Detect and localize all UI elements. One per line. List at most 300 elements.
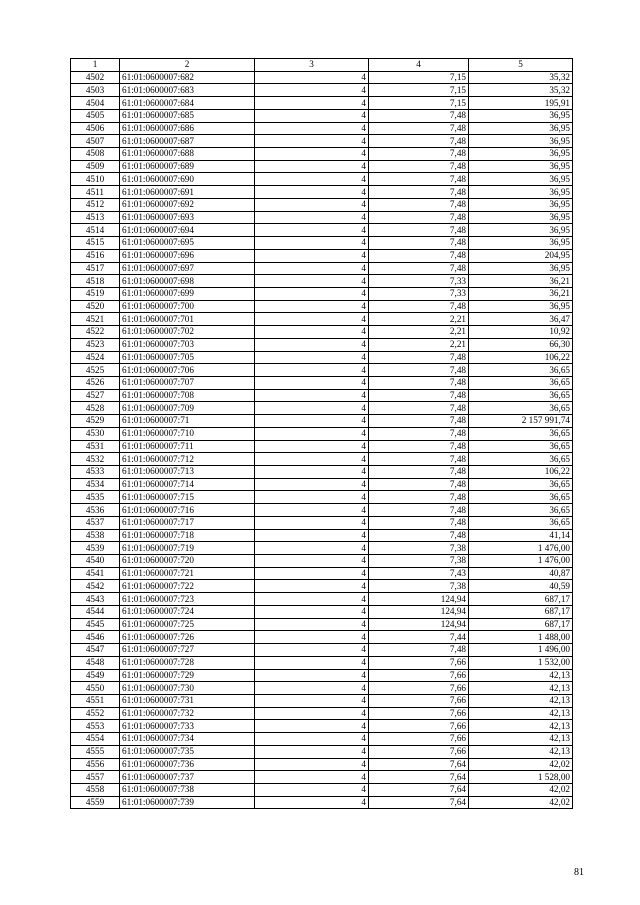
row-number-cell: 4531 (71, 440, 120, 453)
table-row (71, 745, 573, 758)
col-5-value-cell: 36,95 (469, 122, 573, 135)
cadastral-number-cell: 61:01:0600007:682 (120, 71, 255, 84)
col-5-value-cell: 36,95 (469, 135, 573, 148)
col-4-value-cell: 7,48 (369, 427, 469, 440)
table-row (71, 237, 573, 250)
row-number-cell: 4528 (71, 402, 120, 415)
col-5-value-cell: 42,13 (469, 682, 573, 695)
table-row (71, 326, 573, 339)
col-4-value-cell: 7,48 (369, 122, 469, 135)
col-3-value-cell: 4 (255, 338, 369, 351)
col-4-value-cell: 2,21 (369, 338, 469, 351)
table-row (71, 580, 573, 593)
cadastral-number-cell: 61:01:0600007:731 (120, 694, 255, 707)
col-4-value-cell: 7,48 (369, 529, 469, 542)
col-4-value-cell: 7,44 (369, 631, 469, 644)
col-4-value-cell: 7,48 (369, 135, 469, 148)
table-row (71, 758, 573, 771)
cadastral-number-cell: 61:01:0600007:736 (120, 758, 255, 771)
table-row (71, 109, 573, 122)
table-row (71, 249, 573, 262)
col-5-value-cell: 42,13 (469, 733, 573, 746)
col-5-value-cell: 2 157 991,74 (469, 415, 573, 428)
row-number-cell: 4544 (71, 605, 120, 618)
col-5-value-cell: 1 476,00 (469, 542, 573, 555)
col-4-value-cell: 7,64 (369, 796, 469, 809)
col-5-value-cell: 36,21 (469, 275, 573, 288)
cadastral-number-cell: 61:01:0600007:692 (120, 198, 255, 211)
col-5-value-cell: 42,02 (469, 758, 573, 771)
table-row (71, 720, 573, 733)
col-5-value-cell: 36,65 (469, 516, 573, 529)
col-3-value-cell: 4 (255, 109, 369, 122)
table-row (71, 682, 573, 695)
row-number-cell: 4510 (71, 173, 120, 186)
column-header-5: 5 (469, 59, 573, 72)
cadastral-number-cell: 61:01:0600007:726 (120, 631, 255, 644)
cadastral-number-cell: 61:01:0600007:698 (120, 275, 255, 288)
table-row (71, 224, 573, 237)
cadastral-number-cell: 61:01:0600007:686 (120, 122, 255, 135)
table-row (71, 287, 573, 300)
col-4-value-cell: 7,64 (369, 771, 469, 784)
col-5-value-cell: 36,95 (469, 224, 573, 237)
col-4-value-cell: 7,48 (369, 186, 469, 199)
col-3-value-cell: 4 (255, 287, 369, 300)
cadastral-number-cell: 61:01:0600007:725 (120, 618, 255, 631)
col-4-value-cell: 7,48 (369, 516, 469, 529)
cadastral-number-cell: 61:01:0600007:699 (120, 287, 255, 300)
col-3-value-cell: 4 (255, 211, 369, 224)
row-number-cell: 4559 (71, 796, 120, 809)
col-5-value-cell: 36,95 (469, 109, 573, 122)
col-5-value-cell: 36,95 (469, 262, 573, 275)
col-5-value-cell: 36,95 (469, 148, 573, 161)
row-number-cell: 4537 (71, 516, 120, 529)
table-row (71, 173, 573, 186)
col-4-value-cell: 7,48 (369, 237, 469, 250)
row-number-cell: 4556 (71, 758, 120, 771)
table-row (71, 427, 573, 440)
col-4-value-cell: 7,48 (369, 262, 469, 275)
col-5-value-cell: 687,17 (469, 593, 573, 606)
row-number-cell: 4526 (71, 376, 120, 389)
col-3-value-cell: 4 (255, 771, 369, 784)
col-4-value-cell: 7,66 (369, 707, 469, 720)
col-4-value-cell: 7,64 (369, 758, 469, 771)
col-5-value-cell: 10,92 (469, 326, 573, 339)
col-5-value-cell: 106,22 (469, 466, 573, 479)
cadastral-number-cell: 61:01:0600007:724 (120, 605, 255, 618)
table-row (71, 402, 573, 415)
row-number-cell: 4542 (71, 580, 120, 593)
row-number-cell: 4547 (71, 644, 120, 657)
col-5-value-cell: 36,65 (469, 440, 573, 453)
col-3-value-cell: 4 (255, 198, 369, 211)
table-row (71, 453, 573, 466)
cadastral-number-cell: 61:01:0600007:723 (120, 593, 255, 606)
cadastral-number-cell: 61:01:0600007:734 (120, 733, 255, 746)
row-number-cell: 4541 (71, 567, 120, 580)
cadastral-number-cell: 61:01:0600007:710 (120, 427, 255, 440)
table-row (71, 84, 573, 97)
row-number-cell: 4553 (71, 720, 120, 733)
col-4-value-cell: 7,43 (369, 567, 469, 580)
col-5-value-cell: 42,02 (469, 783, 573, 796)
col-5-value-cell: 36,47 (469, 313, 573, 326)
table-row (71, 313, 573, 326)
col-3-value-cell: 4 (255, 516, 369, 529)
table-row (71, 135, 573, 148)
col-5-value-cell: 36,65 (469, 402, 573, 415)
table-row (71, 440, 573, 453)
col-5-value-cell: 36,65 (469, 491, 573, 504)
col-3-value-cell: 4 (255, 364, 369, 377)
col-3-value-cell: 4 (255, 720, 369, 733)
row-number-cell: 4508 (71, 148, 120, 161)
col-4-value-cell: 7,48 (369, 211, 469, 224)
cadastral-number-cell: 61:01:0600007:716 (120, 504, 255, 517)
col-3-value-cell: 4 (255, 567, 369, 580)
col-4-value-cell: 7,48 (369, 249, 469, 262)
col-4-value-cell: 7,38 (369, 580, 469, 593)
col-4-value-cell: 7,66 (369, 745, 469, 758)
row-number-cell: 4524 (71, 351, 120, 364)
cadastral-number-cell: 61:01:0600007:721 (120, 567, 255, 580)
table-row (71, 529, 573, 542)
row-number-cell: 4519 (71, 287, 120, 300)
col-3-value-cell: 4 (255, 783, 369, 796)
table-row (71, 771, 573, 784)
col-4-value-cell: 7,48 (369, 491, 469, 504)
row-number-cell: 4530 (71, 427, 120, 440)
col-5-value-cell: 36,95 (469, 160, 573, 173)
cadastral-number-cell: 61:01:0600007:711 (120, 440, 255, 453)
col-5-value-cell: 106,22 (469, 351, 573, 364)
col-5-value-cell: 36,65 (469, 389, 573, 402)
row-number-cell: 4549 (71, 669, 120, 682)
col-5-value-cell: 1 488,00 (469, 631, 573, 644)
cadastral-number-cell: 61:01:0600007:718 (120, 529, 255, 542)
table-row (71, 707, 573, 720)
table-row (71, 71, 573, 84)
col-5-value-cell: 687,17 (469, 618, 573, 631)
col-3-value-cell: 4 (255, 237, 369, 250)
row-number-cell: 4502 (71, 71, 120, 84)
col-3-value-cell: 4 (255, 644, 369, 657)
cadastral-number-cell: 61:01:0600007:702 (120, 326, 255, 339)
col-5-value-cell: 40,59 (469, 580, 573, 593)
col-5-value-cell: 1 476,00 (469, 555, 573, 568)
row-number-cell: 4512 (71, 198, 120, 211)
col-3-value-cell: 4 (255, 491, 369, 504)
row-number-cell: 4538 (71, 529, 120, 542)
col-4-value-cell: 7,33 (369, 287, 469, 300)
column-header-1: 1 (71, 59, 120, 72)
col-5-value-cell: 1 532,00 (469, 656, 573, 669)
table-row (71, 351, 573, 364)
col-4-value-cell: 2,21 (369, 326, 469, 339)
col-5-value-cell: 195,91 (469, 97, 573, 110)
table-row (71, 478, 573, 491)
col-3-value-cell: 4 (255, 758, 369, 771)
table-row (71, 605, 573, 618)
col-4-value-cell: 7,66 (369, 669, 469, 682)
col-3-value-cell: 4 (255, 326, 369, 339)
cadastral-number-cell: 61:01:0600007:719 (120, 542, 255, 555)
col-4-value-cell: 7,48 (369, 351, 469, 364)
col-4-value-cell: 7,66 (369, 720, 469, 733)
col-5-value-cell: 1 528,00 (469, 771, 573, 784)
col-3-value-cell: 4 (255, 71, 369, 84)
row-number-cell: 4527 (71, 389, 120, 402)
col-3-value-cell: 4 (255, 148, 369, 161)
col-4-value-cell: 7,48 (369, 364, 469, 377)
cadastral-number-cell: 61:01:0600007:738 (120, 783, 255, 796)
col-3-value-cell: 4 (255, 542, 369, 555)
col-3-value-cell: 4 (255, 186, 369, 199)
row-number-cell: 4503 (71, 84, 120, 97)
col-5-value-cell: 42,02 (469, 796, 573, 809)
table-row (71, 122, 573, 135)
col-5-value-cell: 1 496,00 (469, 644, 573, 657)
row-number-cell: 4506 (71, 122, 120, 135)
cadastral-number-cell: 61:01:0600007:709 (120, 402, 255, 415)
cadastral-number-cell: 61:01:0600007:690 (120, 173, 255, 186)
col-3-value-cell: 4 (255, 733, 369, 746)
row-number-cell: 4552 (71, 707, 120, 720)
table-row (71, 211, 573, 224)
col-3-value-cell: 4 (255, 745, 369, 758)
col-4-value-cell: 7,38 (369, 555, 469, 568)
cadastral-number-cell: 61:01:0600007:707 (120, 376, 255, 389)
row-number-cell: 4539 (71, 542, 120, 555)
table-row (71, 618, 573, 631)
column-header-2: 2 (120, 59, 255, 72)
cadastral-number-cell: 61:01:0600007:717 (120, 516, 255, 529)
col-4-value-cell: 7,48 (369, 300, 469, 313)
col-3-value-cell: 4 (255, 605, 369, 618)
col-5-value-cell: 36,65 (469, 453, 573, 466)
cadastral-number-cell: 61:01:0600007:722 (120, 580, 255, 593)
col-4-value-cell: 7,48 (369, 415, 469, 428)
col-3-value-cell: 4 (255, 618, 369, 631)
row-number-cell: 4507 (71, 135, 120, 148)
row-number-cell: 4529 (71, 415, 120, 428)
table-row (71, 783, 573, 796)
col-3-value-cell: 4 (255, 389, 369, 402)
col-4-value-cell: 7,66 (369, 694, 469, 707)
col-3-value-cell: 4 (255, 262, 369, 275)
table-row (71, 733, 573, 746)
col-4-value-cell: 7,38 (369, 542, 469, 555)
row-number-cell: 4546 (71, 631, 120, 644)
cadastral-number-cell: 61:01:0600007:730 (120, 682, 255, 695)
col-4-value-cell: 7,48 (369, 376, 469, 389)
header-row (71, 59, 573, 72)
column-header-4: 4 (369, 59, 469, 72)
cadastral-number-cell: 61:01:0600007:693 (120, 211, 255, 224)
cadastral-number-cell: 61:01:0600007:687 (120, 135, 255, 148)
row-number-cell: 4521 (71, 313, 120, 326)
cadastral-number-cell: 61:01:0600007:685 (120, 109, 255, 122)
col-3-value-cell: 4 (255, 122, 369, 135)
col-5-value-cell: 35,32 (469, 71, 573, 84)
col-3-value-cell: 4 (255, 84, 369, 97)
col-4-value-cell: 2,21 (369, 313, 469, 326)
col-3-value-cell: 4 (255, 669, 369, 682)
row-number-cell: 4550 (71, 682, 120, 695)
cadastral-number-cell: 61:01:0600007:689 (120, 160, 255, 173)
col-5-value-cell: 36,95 (469, 198, 573, 211)
row-number-cell: 4509 (71, 160, 120, 173)
col-5-value-cell: 36,95 (469, 211, 573, 224)
col-4-value-cell: 7,48 (369, 389, 469, 402)
page-number: 81 (574, 867, 584, 878)
col-5-value-cell: 36,95 (469, 173, 573, 186)
cadastral-number-cell: 61:01:0600007:708 (120, 389, 255, 402)
col-3-value-cell: 4 (255, 707, 369, 720)
col-3-value-cell: 4 (255, 504, 369, 517)
col-3-value-cell: 4 (255, 160, 369, 173)
table-row (71, 504, 573, 517)
col-5-value-cell: 42,13 (469, 707, 573, 720)
col-3-value-cell: 4 (255, 631, 369, 644)
row-number-cell: 4534 (71, 478, 120, 491)
col-3-value-cell: 4 (255, 97, 369, 110)
cadastral-number-cell: 61:01:0600007:728 (120, 656, 255, 669)
col-4-value-cell: 7,48 (369, 453, 469, 466)
row-number-cell: 4535 (71, 491, 120, 504)
table-row (71, 593, 573, 606)
col-4-value-cell: 7,48 (369, 440, 469, 453)
col-3-value-cell: 4 (255, 580, 369, 593)
col-3-value-cell: 4 (255, 402, 369, 415)
col-3-value-cell: 4 (255, 313, 369, 326)
cadastral-number-cell: 61:01:0600007:697 (120, 262, 255, 275)
col-3-value-cell: 4 (255, 453, 369, 466)
row-number-cell: 4548 (71, 656, 120, 669)
cadastral-number-cell: 61:01:0600007:701 (120, 313, 255, 326)
cadastral-number-cell: 61:01:0600007:715 (120, 491, 255, 504)
col-4-value-cell: 7,48 (369, 402, 469, 415)
col-5-value-cell: 42,13 (469, 694, 573, 707)
row-number-cell: 4533 (71, 466, 120, 479)
col-3-value-cell: 4 (255, 275, 369, 288)
row-number-cell: 4517 (71, 262, 120, 275)
cadastral-number-cell: 61:01:0600007:71 (120, 415, 255, 428)
col-3-value-cell: 4 (255, 796, 369, 809)
col-5-value-cell: 36,65 (469, 376, 573, 389)
cadastral-number-cell: 61:01:0600007:732 (120, 707, 255, 720)
row-number-cell: 4557 (71, 771, 120, 784)
table-row (71, 669, 573, 682)
col-3-value-cell: 4 (255, 173, 369, 186)
cadastral-number-cell: 61:01:0600007:712 (120, 453, 255, 466)
cadastral-number-cell: 61:01:0600007:700 (120, 300, 255, 313)
row-number-cell: 4513 (71, 211, 120, 224)
table-row (71, 148, 573, 161)
cadastral-number-cell: 61:01:0600007:713 (120, 466, 255, 479)
table-row (71, 466, 573, 479)
row-number-cell: 4518 (71, 275, 120, 288)
table-row (71, 389, 573, 402)
col-4-value-cell: 7,15 (369, 97, 469, 110)
col-3-value-cell: 4 (255, 351, 369, 364)
col-5-value-cell: 36,95 (469, 186, 573, 199)
table-header (71, 59, 573, 72)
col-4-value-cell: 7,48 (369, 148, 469, 161)
cadastral-number-cell: 61:01:0600007:706 (120, 364, 255, 377)
col-3-value-cell: 4 (255, 694, 369, 707)
cadastral-number-cell: 61:01:0600007:694 (120, 224, 255, 237)
col-4-value-cell: 7,48 (369, 173, 469, 186)
table-row (71, 300, 573, 313)
table-row (71, 631, 573, 644)
col-5-value-cell: 204,95 (469, 249, 573, 262)
col-5-value-cell: 41,14 (469, 529, 573, 542)
cadastral-number-cell: 61:01:0600007:729 (120, 669, 255, 682)
row-number-cell: 4555 (71, 745, 120, 758)
cadastral-number-cell: 61:01:0600007:695 (120, 237, 255, 250)
col-3-value-cell: 4 (255, 478, 369, 491)
col-3-value-cell: 4 (255, 427, 369, 440)
table-row (71, 694, 573, 707)
table-row (71, 542, 573, 555)
cadastral-number-cell: 61:01:0600007:684 (120, 97, 255, 110)
row-number-cell: 4536 (71, 504, 120, 517)
cadastral-number-cell: 61:01:0600007:688 (120, 148, 255, 161)
table-row (71, 516, 573, 529)
col-5-value-cell: 36,95 (469, 237, 573, 250)
row-number-cell: 4511 (71, 186, 120, 199)
col-4-value-cell: 7,66 (369, 682, 469, 695)
col-3-value-cell: 4 (255, 529, 369, 542)
row-number-cell: 4554 (71, 733, 120, 746)
row-number-cell: 4525 (71, 364, 120, 377)
col-5-value-cell: 36,65 (469, 427, 573, 440)
cadastral-number-cell: 61:01:0600007:735 (120, 745, 255, 758)
row-number-cell: 4540 (71, 555, 120, 568)
col-3-value-cell: 4 (255, 555, 369, 568)
table-row (71, 198, 573, 211)
col-4-value-cell: 7,66 (369, 656, 469, 669)
cadastral-number-cell: 61:01:0600007:733 (120, 720, 255, 733)
data-table (70, 58, 573, 809)
cadastral-number-cell: 61:01:0600007:737 (120, 771, 255, 784)
table-row (71, 491, 573, 504)
table-row (71, 567, 573, 580)
row-number-cell: 4532 (71, 453, 120, 466)
table-row (71, 376, 573, 389)
col-5-value-cell: 35,32 (469, 84, 573, 97)
col-3-value-cell: 4 (255, 593, 369, 606)
row-number-cell: 4551 (71, 694, 120, 707)
row-number-cell: 4545 (71, 618, 120, 631)
col-3-value-cell: 4 (255, 415, 369, 428)
col-4-value-cell: 7,15 (369, 84, 469, 97)
row-number-cell: 4520 (71, 300, 120, 313)
table-row (71, 555, 573, 568)
col-3-value-cell: 4 (255, 249, 369, 262)
table-row (71, 160, 573, 173)
cadastral-number-cell: 61:01:0600007:703 (120, 338, 255, 351)
table-row (71, 97, 573, 110)
col-4-value-cell: 7,48 (369, 198, 469, 211)
col-3-value-cell: 4 (255, 682, 369, 695)
col-5-value-cell: 42,13 (469, 669, 573, 682)
col-5-value-cell: 36,65 (469, 364, 573, 377)
